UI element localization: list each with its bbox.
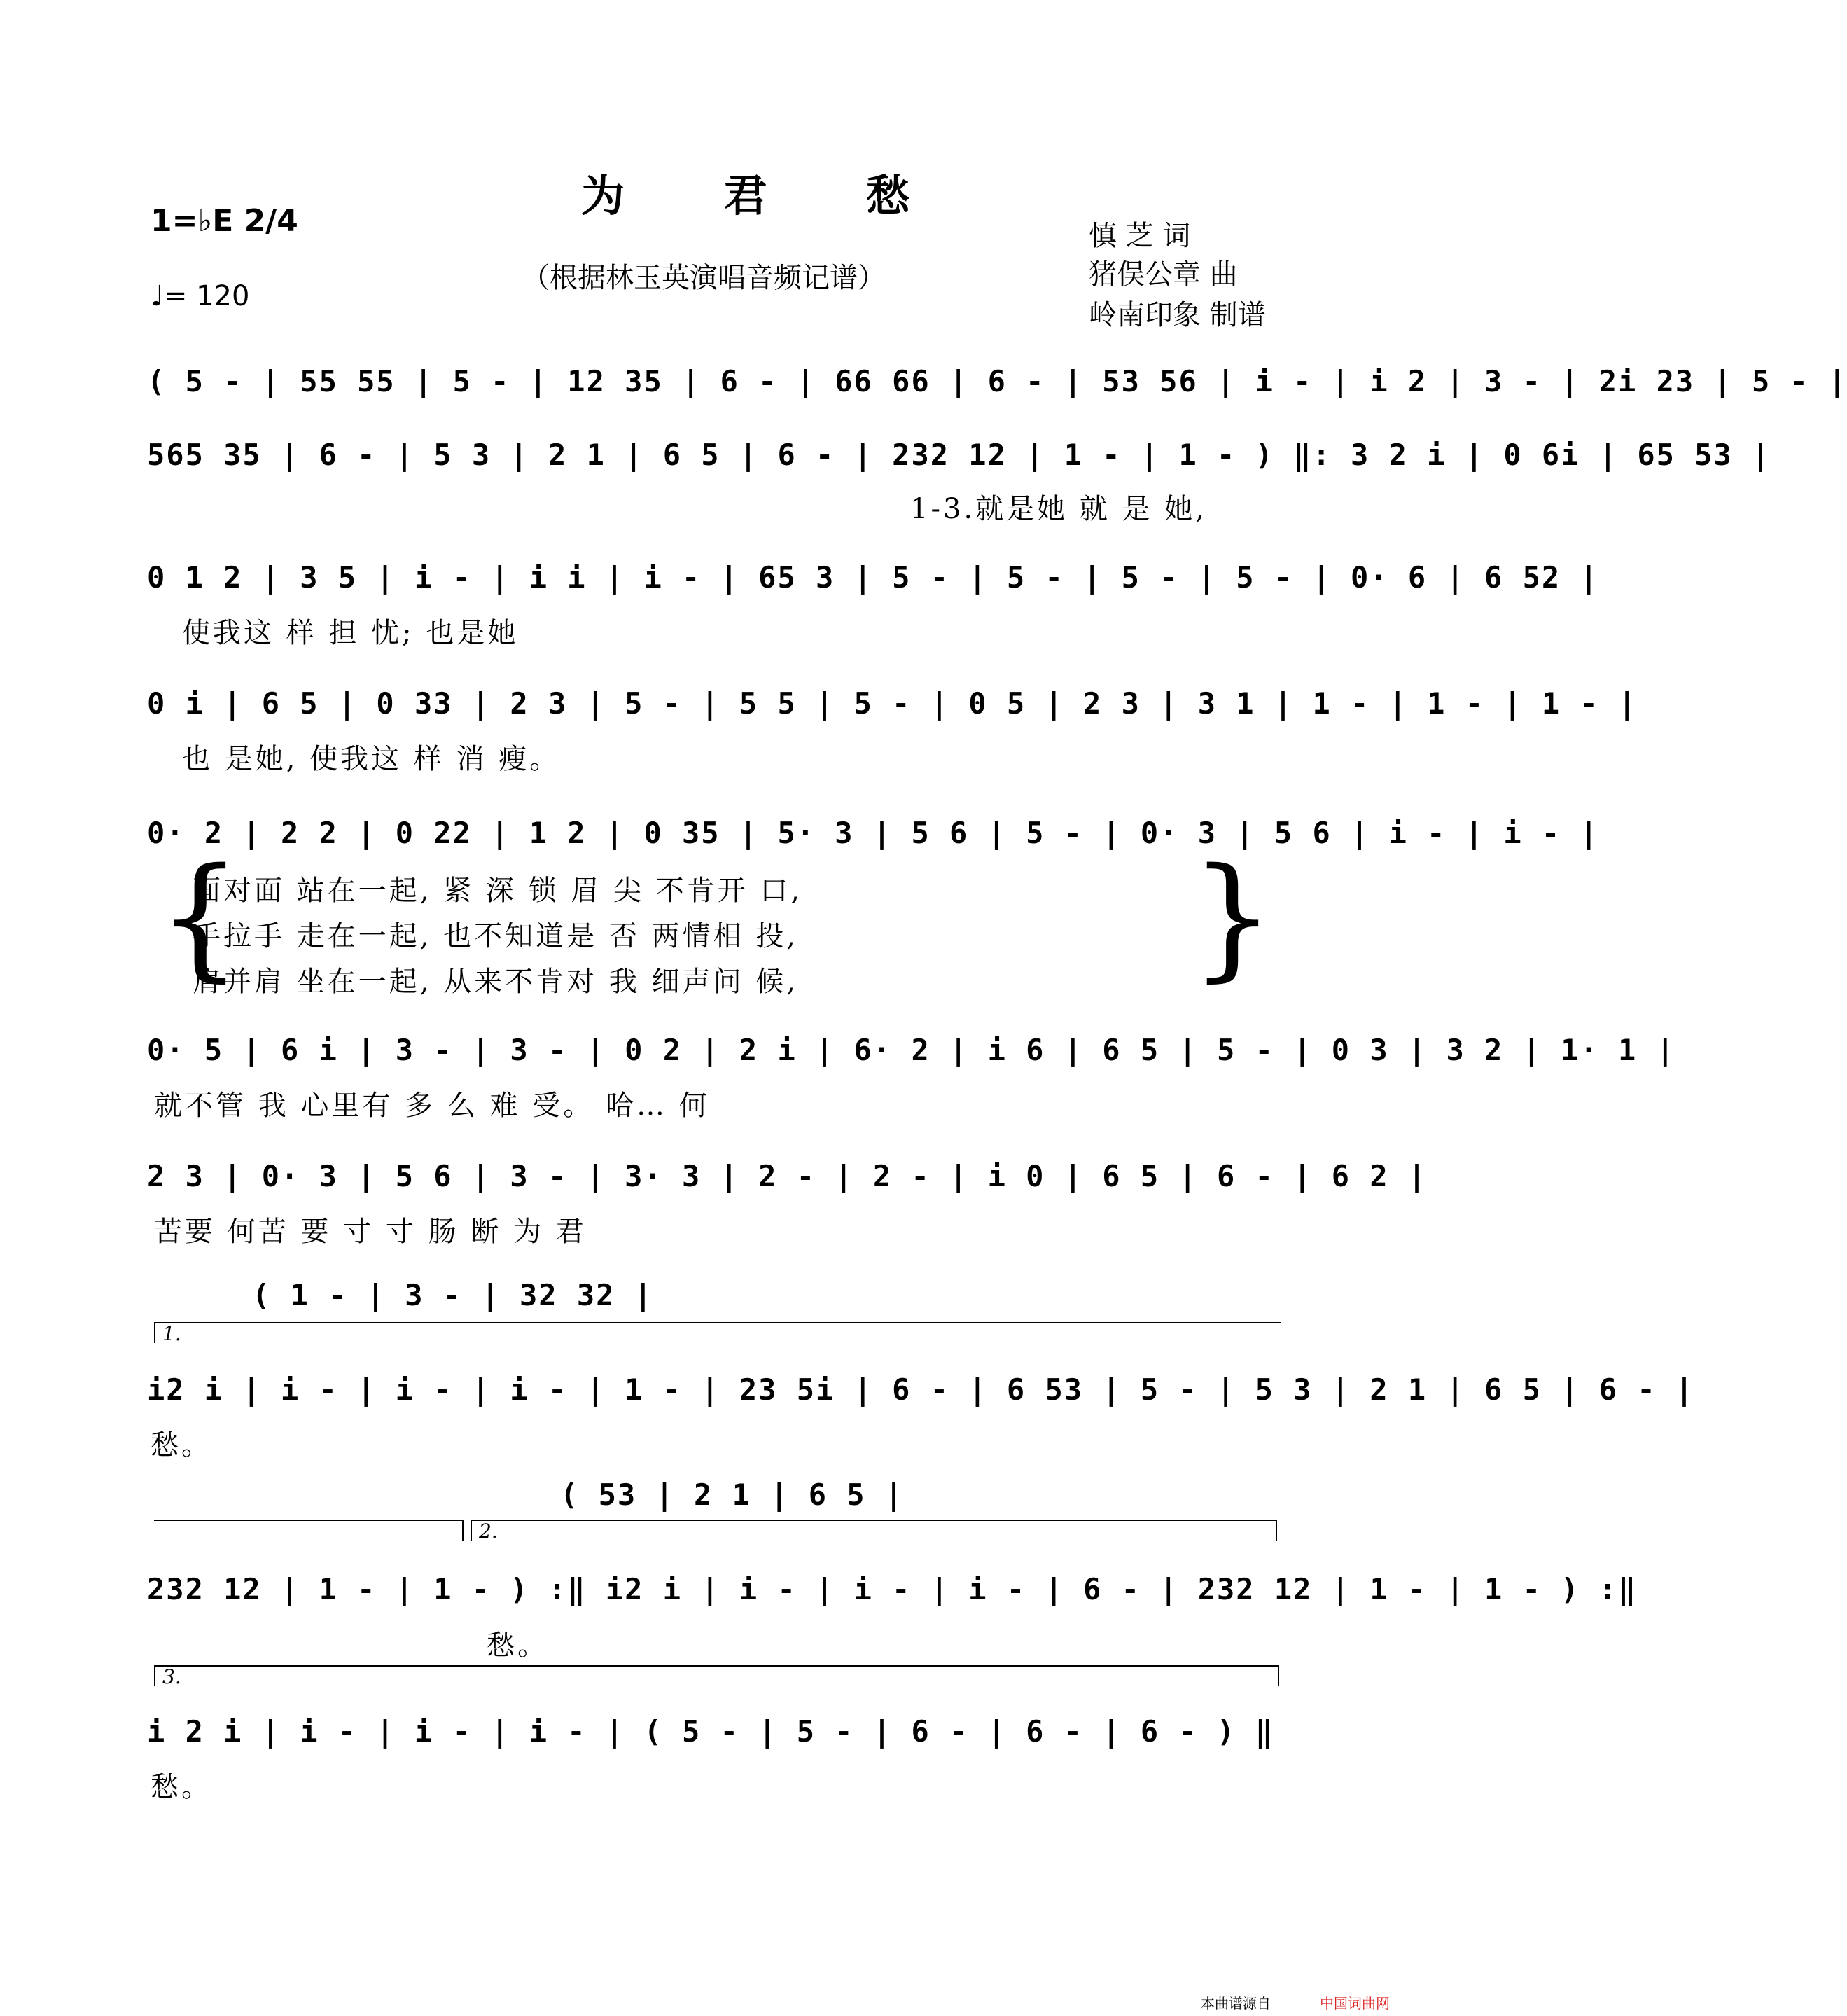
lyrics-row-5-verse-1: 面对面 站在一起, 紧 深 锁 眉 尖 不肯开 口, bbox=[193, 875, 803, 907]
lyricist-credit: 慎 芝 词 bbox=[1089, 220, 1191, 252]
interlude-row-9: ( 53 | 2 1 | 6 5 | bbox=[560, 1478, 905, 1512]
volta-bracket-3-end bbox=[1278, 1665, 1279, 1686]
interlude-row-8: ( 1 - | 3 - | 32 32 | bbox=[252, 1278, 654, 1312]
footer-source-text: 本曲谱源自 bbox=[1201, 1995, 1271, 2012]
song-title: 为 君 愁 bbox=[581, 170, 952, 221]
lyrics-row-5-verse-3: 肩并肩 坐在一起, 从来不肯对 我 细声问 候, bbox=[193, 966, 799, 998]
left-margin-strip bbox=[0, 0, 10, 2016]
score-row-3: 0 1 2 | 3 5 | i - | i i | i - | 65 3 | 5 - | 5 - | 5 - | 5 - | 0· 6 | 6 52 | bbox=[147, 560, 1599, 595]
subtitle: （根据林玉英演唱音频记谱） bbox=[522, 262, 886, 294]
score-row-10: i 2 i | i - | i - | i - | ( 5 - | 5 - | 6 - | 6 - | 6 - ) ‖ bbox=[147, 1714, 1274, 1749]
volta-2-label: 2. bbox=[479, 1520, 498, 1543]
tempo-marking: ♩= 120 bbox=[151, 280, 250, 312]
score-row-2: 565 35 | 6 - | 5 3 | 2 1 | 6 5 | 6 - | 232 12 | 1 - | 1 - ) ‖: 3 2 i | 0 6i | 65 53 | bbox=[147, 438, 1771, 472]
volta-bracket-3 bbox=[154, 1665, 155, 1686]
volta-1-label: 1. bbox=[162, 1322, 181, 1345]
volta-bracket-2-end bbox=[1276, 1520, 1277, 1541]
right-brace: } bbox=[1190, 840, 1275, 994]
volta-continuation-line bbox=[154, 1520, 462, 1521]
score-row-1: ( 5 - | 55 55 | 5 - | 12 35 | 6 - | 66 66 | 6 - | 53 56 | i - | i 2 | 3 - | 2i 23 | 5 - | bbox=[147, 364, 1847, 398]
footer-brand-link[interactable]: 中国词曲网 bbox=[1320, 1995, 1390, 2012]
lyrics-row-2: 1-3.就是她 就 是 她, bbox=[910, 493, 1207, 525]
score-row-4: 0 i | 6 5 | 0 33 | 2 3 | 5 - | 5 5 | 5 - | 0 5 | 2 3 | 3 1 | 1 - | 1 - | 1 - | bbox=[147, 686, 1638, 721]
lyrics-row-3: 使我这 样 担 忧; 也是她 bbox=[182, 617, 519, 649]
score-row-8: i2 i | i - | i - | i - | 1 - | 23 5i | 6 - | 6 53 | 5 - | 5 3 | 2 1 | 6 5 | 6 - | bbox=[147, 1372, 1695, 1407]
score-row-6: 0· 5 | 6 i | 3 - | 3 - | 0 2 | 2 i | 6· 2 | i 6 | 6 5 | 5 - | 0 3 | 3 2 | 1· 1 | bbox=[147, 1033, 1675, 1067]
footer-source bbox=[1201, 1992, 1271, 2012]
lyrics-row-8: 愁。 bbox=[151, 1429, 212, 1461]
lyrics-row-6: 就不管 我 心里有 多 么 难 受。 哈… 何 bbox=[154, 1090, 710, 1122]
volta-line-1 bbox=[154, 1322, 1281, 1323]
lyrics-row-5-verse-2: 手拉手 走在一起, 也不知道是 否 两情相 投, bbox=[193, 920, 799, 952]
volta-bracket-1 bbox=[154, 1322, 155, 1343]
score-row-5: 0· 2 | 2 2 | 0 22 | 1 2 | 0 35 | 5· 3 | 5 6 | 5 - | 0· 3 | 5 6 | i - | i - | bbox=[147, 816, 1599, 850]
volta-3-label: 3. bbox=[162, 1665, 181, 1688]
lyrics-row-9: 愁。 bbox=[487, 1629, 548, 1662]
key-signature: 1=♭E 2/4 bbox=[151, 203, 298, 239]
lyrics-row-7: 苦要 何苦 要 寸 寸 肠 断 为 君 bbox=[154, 1216, 587, 1248]
lyrics-row-10: 愁。 bbox=[151, 1771, 212, 1803]
volta-end-bracket bbox=[462, 1520, 464, 1541]
arranger-credit: 岭南印象 制谱 bbox=[1089, 299, 1266, 331]
right-margin-strip bbox=[1426, 0, 1435, 2016]
composer-credit: 猪俣公章 曲 bbox=[1089, 258, 1238, 291]
footer-brand[interactable] bbox=[1320, 1992, 1390, 2012]
volta-line-2 bbox=[471, 1520, 1276, 1521]
score-row-7: 2 3 | 0· 3 | 5 6 | 3 - | 3· 3 | 2 - | 2 - | i 0 | 6 5 | 6 - | 6 2 | bbox=[147, 1159, 1428, 1193]
volta-bracket-2 bbox=[471, 1520, 472, 1541]
volta-line-3 bbox=[154, 1665, 1278, 1667]
left-brace: { bbox=[158, 840, 242, 994]
lyrics-row-4: 也 是她, 使我这 样 消 瘦。 bbox=[182, 743, 561, 775]
score-row-9: 232 12 | 1 - | 1 - ) :‖ i2 i | i - | i - | i - | 6 - | 232 12 | 1 - | 1 - ) :‖ bbox=[147, 1572, 1638, 1606]
